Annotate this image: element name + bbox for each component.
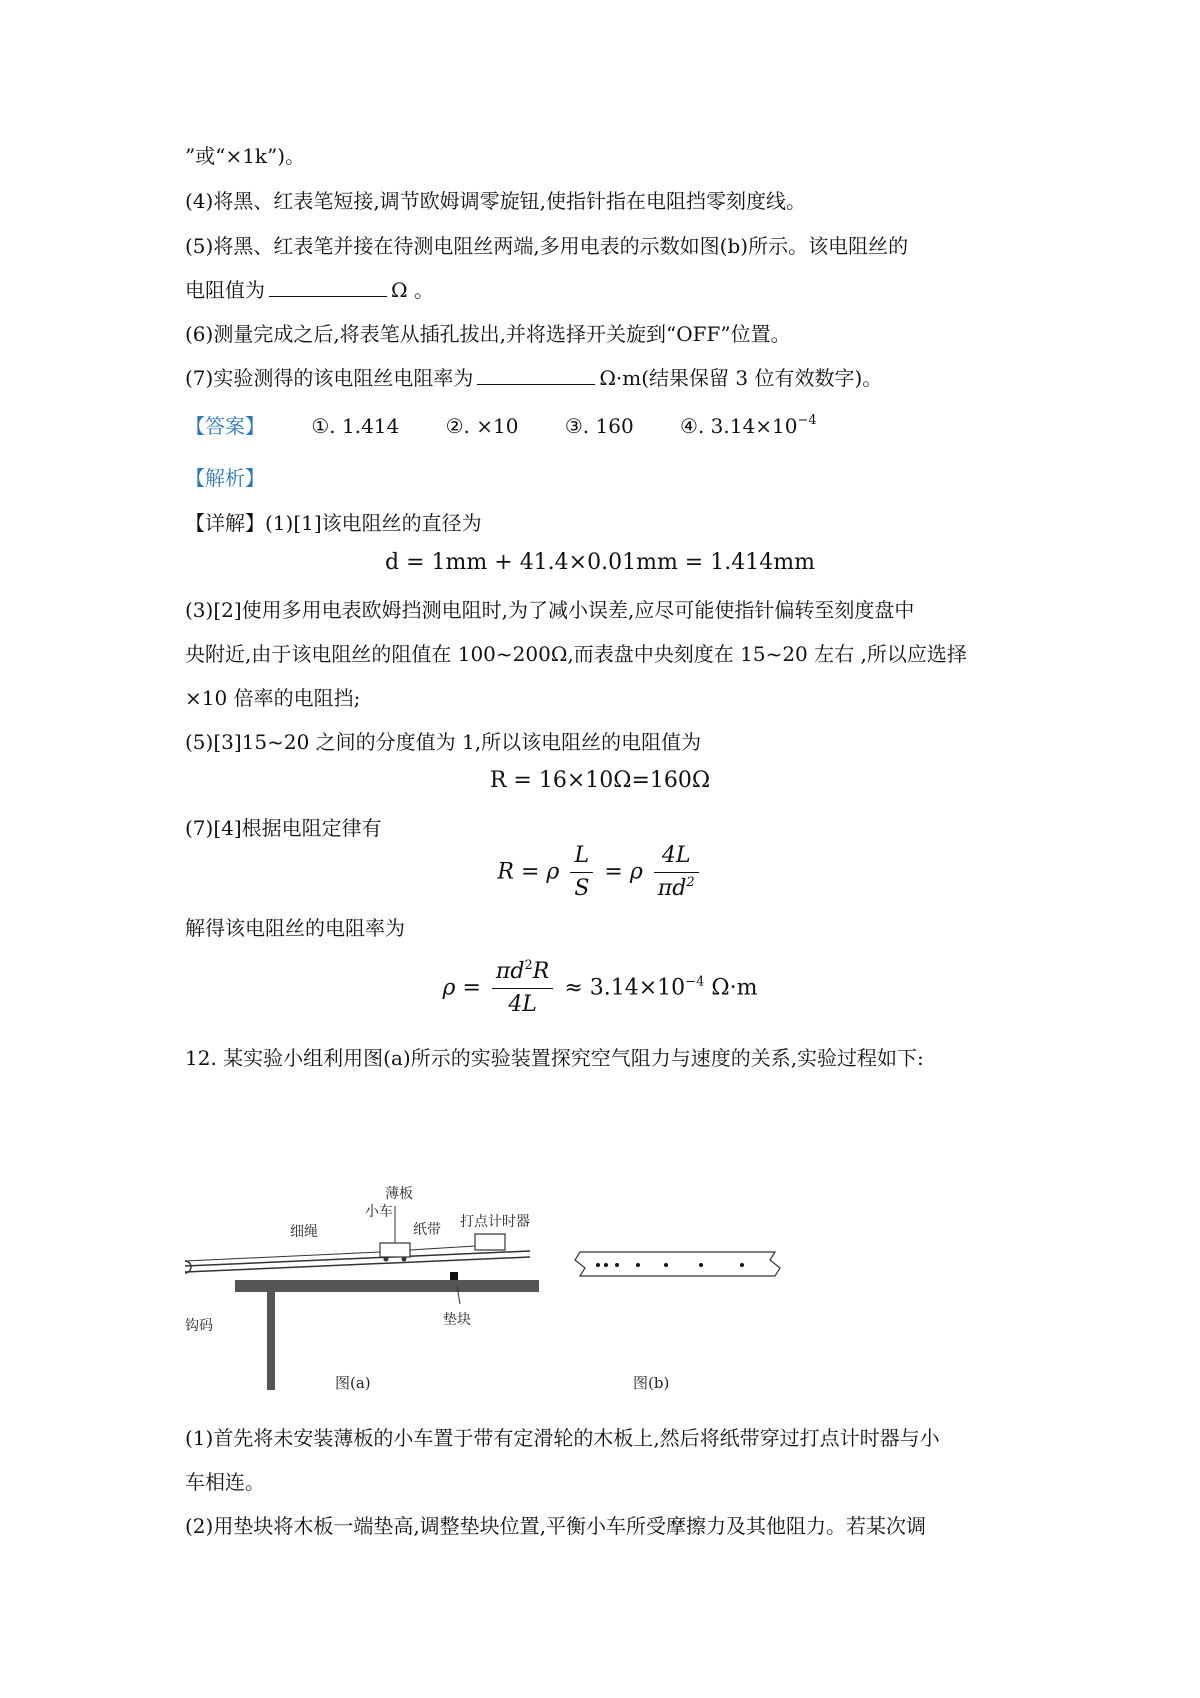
text-segment: Ω 。	[391, 278, 434, 302]
label-weight: 钩码	[185, 1318, 213, 1334]
tape-dot	[596, 1263, 600, 1267]
timer-box	[475, 1234, 505, 1250]
answer-item: ①. 1.414	[311, 414, 400, 438]
tape-dot	[664, 1263, 668, 1267]
label-timer: 打点计时器	[460, 1214, 530, 1230]
cart	[380, 1243, 410, 1257]
paper-tape	[410, 1246, 475, 1250]
tape-dot	[636, 1263, 640, 1267]
text-line: (6)测量完成之后,将表笔从插孔拔出,并将选择开关旋到“OFF”位置。	[185, 322, 791, 346]
num-text-r: R	[532, 959, 550, 984]
answer-blank	[269, 278, 387, 297]
tape-dot	[740, 1263, 744, 1267]
text-line: (2)用垫块将木板一端垫高,调整垫块位置,平衡小车所受摩擦力及其他阻力。若某次调	[185, 1514, 927, 1538]
text-segment: 电阻值为	[185, 278, 265, 302]
label-string: 细绳	[290, 1224, 318, 1240]
caption-a: 图(a)	[335, 1374, 371, 1392]
label-thin-board: 薄板	[385, 1186, 413, 1202]
tape-dot	[615, 1263, 619, 1267]
text-segment: (7)实验测得的该电阻丝电阻率为	[185, 366, 474, 390]
text-line: (1)首先将未安装薄板的小车置于带有定滑轮的木板上,然后将纸带穿过打点计时器与小	[185, 1426, 940, 1450]
denominator: $\pi d^2$	[657, 875, 695, 901]
denominator: S	[574, 876, 590, 901]
text-line: (3)[2]使用多用电表欧姆挡测电阻时,为了减小误差,应尽可能使指针偏转至刻度盘中	[185, 598, 915, 622]
equation: d = 1mm + 41.4×0.01mm = 1.414mm	[385, 550, 815, 575]
text-line	[185, 276, 434, 304]
text-line	[185, 364, 882, 392]
table-leg	[267, 1292, 275, 1390]
string	[185, 1252, 380, 1261]
equation-resistance-law	[0, 842, 1200, 903]
answer-item: ③. 160	[564, 414, 634, 438]
text-line: (4)将黑、红表笔短接,调节欧姆调零旋钮,使指针指在电阻挡零刻度线。	[185, 189, 807, 213]
equation-resistivity	[0, 958, 1200, 1019]
text-line: 车相连。	[185, 1470, 265, 1494]
exponent: −4	[685, 974, 705, 990]
text-line: (5)[3]15~20 之间的分度值为 1,所以该电阻丝的电阻值为	[185, 730, 702, 754]
text-segment: Ω·m(结果保留 3 位有效数字)。	[599, 366, 883, 390]
text-line: 解得该电阻丝的电阻率为	[185, 916, 405, 940]
num-text: πd	[495, 959, 525, 984]
fraction	[492, 958, 553, 1019]
answer-item-text: ④. 3.14×10	[680, 414, 798, 438]
answer-item	[680, 412, 817, 440]
tape-dot	[699, 1263, 703, 1267]
text-line: 央附近,由于该电阻丝的阻值在 100~200Ω,而表盘中央刻度在 15~20 左右 ,所以应选择	[185, 642, 967, 666]
cart-wheel	[402, 1257, 407, 1262]
eq-part: R = ρ	[497, 859, 560, 885]
tape-dot	[604, 1263, 608, 1267]
answer-label: 【答案】	[185, 414, 265, 438]
fraction	[570, 842, 593, 903]
exponent: −4	[797, 413, 817, 428]
table-top	[235, 1280, 539, 1292]
question-intro: 12. 某实验小组利用图(a)所示的实验装置探究空气阻力与速度的关系,实验过程如下:	[185, 1046, 924, 1070]
numerator: $\pi d^2R$	[492, 958, 553, 989]
caption-b: 图(b)	[633, 1374, 670, 1392]
answer-line	[185, 412, 817, 440]
text-line: (5)将黑、红表笔并接在待测电阻丝两端,多用电表的示数如图(b)所示。该电阻丝的	[185, 234, 909, 258]
cart-wheel	[384, 1257, 389, 1262]
answer-blank	[477, 366, 595, 385]
text-line: ×10 倍率的电阻挡;	[185, 686, 361, 710]
denominator: 4L	[508, 992, 537, 1017]
eq-part: = ρ	[604, 859, 643, 885]
numerator: 4L	[654, 842, 699, 873]
numerator: L	[570, 842, 593, 873]
fraction	[654, 842, 699, 903]
eq-part: ρ =	[442, 975, 481, 1001]
label-cart: 小车	[365, 1204, 393, 1220]
eq-part: ≈ 3.14×10	[564, 975, 686, 1001]
text-line: (7)[4]根据电阻定律有	[185, 816, 382, 840]
text-line: ”或“×1k”)。	[185, 144, 306, 168]
equation: R = 16×10Ω=160Ω	[489, 768, 711, 793]
text-line: 【详解】(1)[1]该电阻丝的直径为	[185, 511, 482, 535]
den-text: πd	[657, 876, 687, 901]
label-tape: 纸带	[413, 1222, 441, 1238]
block	[450, 1272, 458, 1280]
analysis-label: 【解析】	[185, 466, 265, 490]
apparatus-diagram	[185, 1176, 1045, 1401]
label-block: 垫块	[443, 1312, 471, 1328]
experiment-figure	[185, 1176, 1045, 1401]
eq-unit: Ω·m	[711, 975, 758, 1001]
answer-item: ②. ×10	[445, 414, 519, 438]
